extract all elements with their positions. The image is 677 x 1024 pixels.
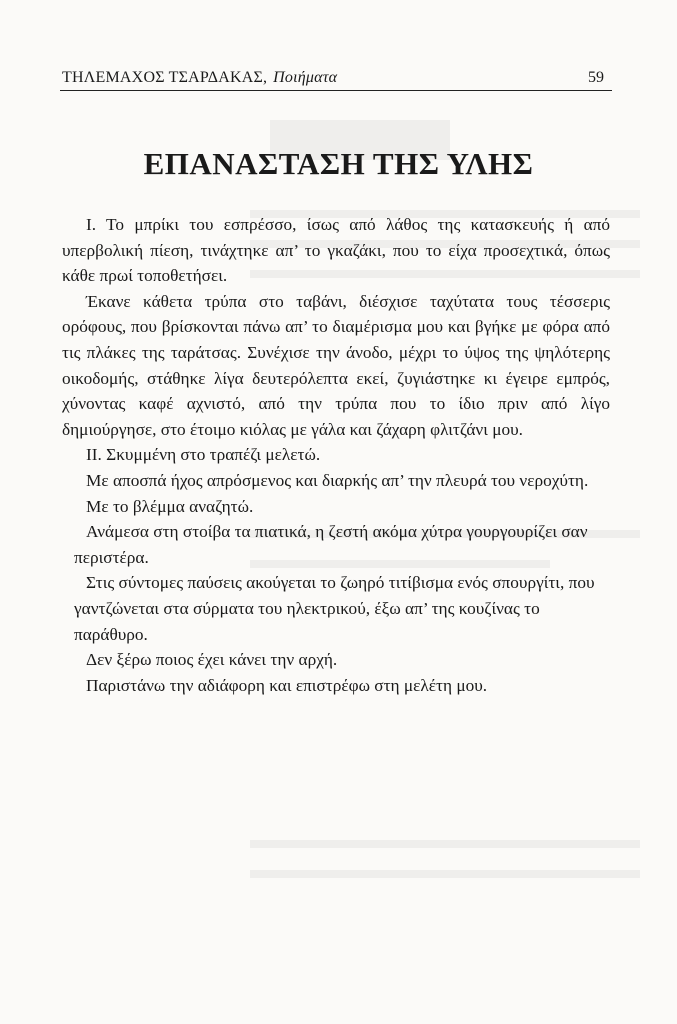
paragraph: Με αποσπά ήχος απρόσμενος και διαρκής απ’ την πλευρά του νεροχύτη. xyxy=(86,470,589,490)
paragraph: Ι. Το μπρίκι του εσπρέσσο, ίσως από λάθος της κατασκευής ή από υπερβολική πίεση, τινάχτηκε απ’ το γκαζάκι, που το είχα προσεχτικά, όπως κάθε πρωί τοποθετήσει. xyxy=(62,215,610,286)
paragraph: γαντζώνεται στα σύρματα του ηλεκτρικού, έξω απ’ της κουζίνας το xyxy=(74,598,540,618)
paragraph: Παριστάνω την αδιάφορη και επιστρέφω στη μελέτη μου. xyxy=(86,675,488,695)
poem-body xyxy=(62,212,610,698)
paragraph: ΙΙ. Σκυμμένη στο τραπέζι μελετώ. xyxy=(86,445,321,465)
author-name: ΤΗΛΕΜΑΧΟΣ ΤΣΑΡΔΑΚΑΣ, xyxy=(62,69,268,86)
paragraph: περιστέρα. xyxy=(74,547,149,567)
paragraph: Στις σύντομες παύσεις ακούγεται το ζωηρό τιτίβισμα ενός σπουργίτι, που xyxy=(86,573,595,593)
paragraph: Έκανε κάθετα τρύπα στο ταβάνι, διέσχισε ταχύτατα τους τέσσερις ορόφους, που βρίσκονται πάνω απ’ το διαμέρισμα μου και βγήκε με φόρα από τις πλάκες της ταράτσας. Συνέχισε την άνοδο, μέχρι το ύψος της ψηλότερης οικοδομής, στάθηκε λίγα δευτερόλεπτα εκεί, ζυγιάστηκε κι έγειρε εμπρός, χύνοντας καφέ αχνιστό, από την τρύπα που το ίδιο πριν από λίγο δημιούργησε, στο έτοιμο κιόλας με γάλα και ζάχαρη φλιτζάνι μου. xyxy=(62,291,610,439)
header-author xyxy=(62,69,337,87)
running-header xyxy=(60,66,612,91)
book-title: Ποιήματα xyxy=(273,69,338,86)
paragraph: Ανάμεσα στη στοίβα τα πιατικά, η ζεστή ακόμα χύτρα γουργουρίζει σαν xyxy=(86,522,588,542)
paragraph: Δεν ξέρω ποιος έχει κάνει την αρχή. xyxy=(86,650,338,670)
paragraph: Με το βλέμμα αναζητώ. xyxy=(86,496,254,516)
page-number: 59 xyxy=(588,69,604,86)
poem-title: ΕΠΑΝΑΣΤΑΣΗ ΤΗΣ ΥΛΗΣ xyxy=(143,146,534,181)
paragraph: παράθυρο. xyxy=(74,624,148,644)
